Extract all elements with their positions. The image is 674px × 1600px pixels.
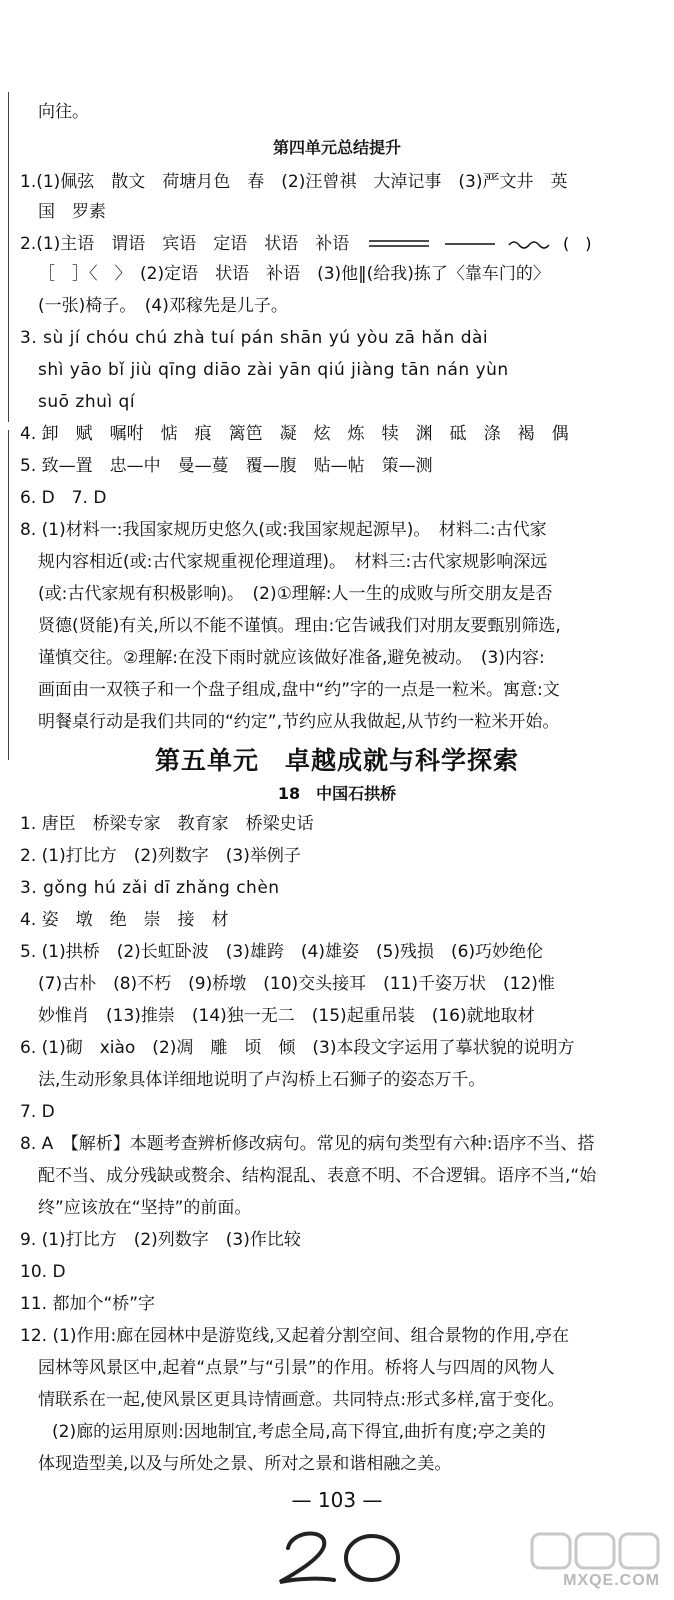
text-line: 3. gǒng hú zǎi dī zhǎng chèn [20, 878, 280, 898]
text-line: (一张)椅子。 (4)邓稼先是儿子。 [38, 296, 288, 316]
text-line: 情联系在一起,使风景区更具诗情画意。共同特点:形式多样,富于变化。 [38, 1390, 565, 1410]
text-line: 终”应该放在“坚持”的前面。 [38, 1198, 252, 1218]
text-line: 6. (1)砌 xiào (2)凋 雕 顷 倾 (3)本段文字运用了摹状貌的说明方 [20, 1038, 575, 1058]
page-number: — 103 — [291, 1488, 383, 1512]
text-line: 谨慎交往。②理解:在没下雨时就应该做好准备,避免被动。 (3)内容: [38, 648, 545, 668]
text-line: 1.(1)佩弦 散文 荷塘月色 春 (2)汪曾祺 大淖记事 (3)严文井 英 [20, 172, 568, 192]
text-line: suō zhuì qí [38, 392, 136, 412]
text-line: (或:古代家规有积极影响)。 (2)①理解:人一生的成败与所交朋友是否 [38, 584, 553, 604]
text-line: 配不当、成分残缺或赘余、结构混乱、表意不明、不合逻辑。语序不当,“始 [38, 1166, 597, 1186]
text-line: 向往。 [38, 102, 89, 122]
text-line [20, 232, 656, 256]
text-line: 4. 姿 墩 绝 崇 接 材 [20, 910, 229, 930]
text-line: 2. (1)打比方 (2)列数字 (3)举例子 [20, 846, 301, 866]
text-line: 国 罗素 [38, 202, 106, 222]
text-line: 明餐桌行动是我们共同的“约定”,节约应从我做起,从节约一粒米开始。 [38, 712, 560, 732]
text-line: (2)廊的运用原则:因地制宜,考虑全局,高下得宜,曲折有度;亭之美的 [52, 1422, 546, 1442]
text-line: ［ ］〈 〉 (2)定语 状语 补语 (3)他‖(给我)拣了〈靠车门的〉 [38, 264, 550, 284]
text-line: 5. 致—置 忠—中 曼—蔓 覆—腹 贴—帖 策—测 [20, 456, 433, 476]
text-line: 妙惟肖 (13)推崇 (14)独一无二 (15)起重吊装 (16)就地取材 [38, 1006, 535, 1026]
text-line: 12. (1)作用:廊在园林中是游览线,又起着分割空间、组合景物的作用,亭在 [20, 1326, 570, 1346]
margin-rule [8, 430, 9, 760]
unit4-heading: 第四单元总结提升 [272, 138, 401, 157]
text-line: shì yāo bǐ jiù qīng diāo zài yān qiú jiàng tān nán yùn [38, 360, 509, 380]
text-line: 贤德(贤能)有关,所以不能不谨慎。理由:它告诫我们对朋友要甄别筛选, [38, 616, 561, 636]
lesson-heading: 18 中国石拱桥 [277, 784, 397, 803]
text-line: 4. 卸 赋 嘱咐 惦 痕 篱笆 凝 炫 炼 犊 渊 砥 涤 褐 偶 [20, 424, 569, 444]
text-line: 园林等风景区中,起着“点景”与“引景”的作用。桥将人与四周的风物人 [38, 1358, 555, 1378]
text-line: 体现造型美,以及与所处之景、所对之景和谐相融之美。 [38, 1454, 452, 1474]
handwritten-number-icon [270, 1520, 410, 1590]
text-line: 画面由一双筷子和一个盘子组成,盘中“约”字的一点是一粒米。寓意:文 [38, 680, 560, 700]
text-line: 11. 都加个“桥”字 [20, 1294, 156, 1314]
text-line: 法,生动形象具体详细地说明了卢沟桥上石狮子的姿态万千。 [38, 1070, 486, 1090]
unit5-heading: 第五单元 卓越成就与科学探索 [154, 746, 519, 775]
text-line: 5. (1)拱桥 (2)长虹卧波 (3)雄跨 (4)雄姿 (5)残损 (6)巧妙绝伦 [20, 942, 544, 962]
text-line: 8. (1)材料一:我国家规历史悠久(或:我国家规起源早)。 材料二:古代家 [20, 520, 547, 540]
text-line: 规内容相近(或:古代家规重视伦理道理)。 材料三:古代家规影响深远 [38, 552, 548, 572]
underline-symbols-icon [365, 234, 605, 254]
text-line: (7)古朴 (8)不朽 (9)桥墩 (10)交头接耳 (11)千姿万状 (12)惟 [38, 974, 555, 994]
svg-text:( ): ( ) [562, 234, 592, 253]
text-line: 3. sù jí chóu chú zhà tuí pán shān yú yòu zā hǎn dài [20, 328, 489, 348]
text-line: 10. D [20, 1262, 66, 1282]
text-line: 8. A 【解析】本题考查辨析修改病句。常见的病句类型有六种:语序不当、搭 [20, 1134, 595, 1154]
text-line: 7. D [20, 1102, 55, 1122]
watermark-text: MXQE.COM [563, 1572, 660, 1589]
text-line: 6. D 7. D [20, 488, 107, 508]
text-line: 9. (1)打比方 (2)列数字 (3)作比较 [20, 1230, 301, 1250]
text-segment: 2.(1)主语 谓语 宾语 定语 状语 补语 [20, 234, 350, 254]
text-line: 1. 唐臣 桥梁专家 教育家 桥梁史话 [20, 814, 314, 834]
